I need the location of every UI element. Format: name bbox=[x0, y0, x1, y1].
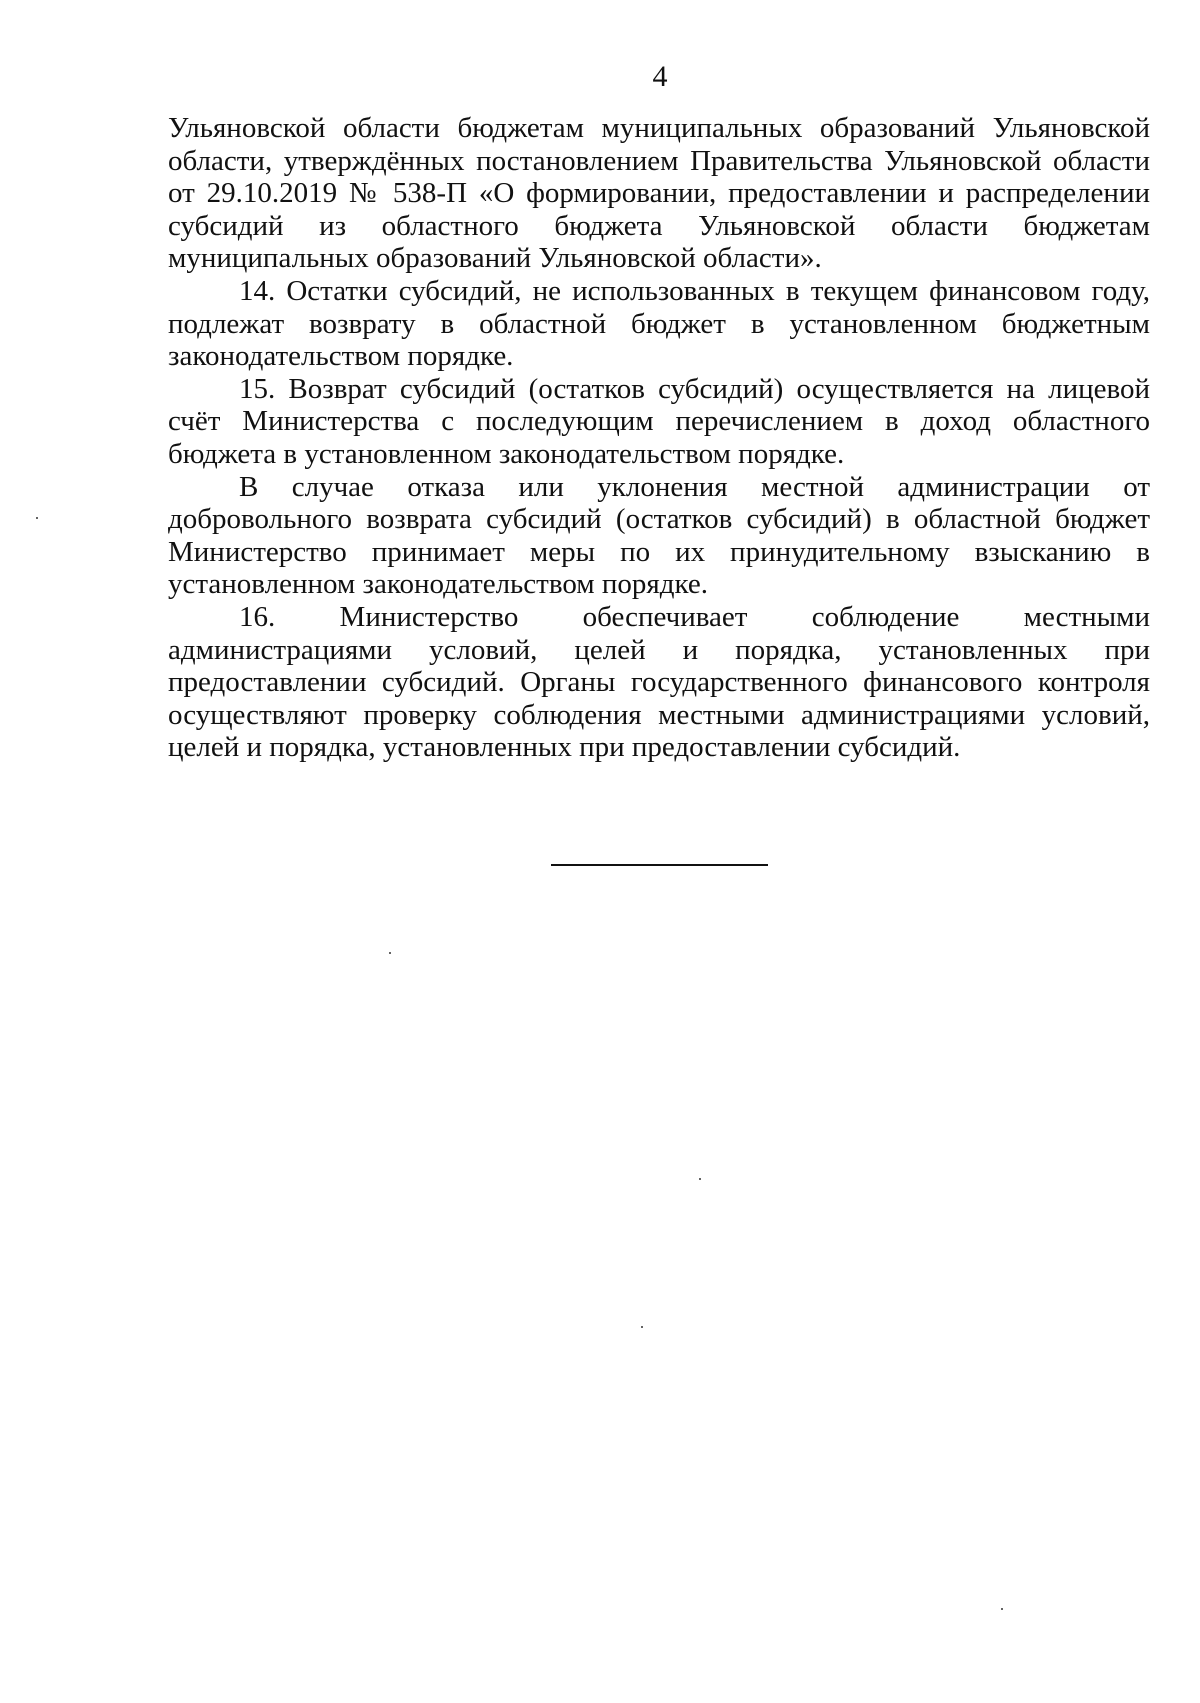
scan-speck bbox=[1001, 1608, 1003, 1610]
paragraph-item-16: 16. Министерство обеспечивает соблюдение местными администрациями условий, целей и порядка, установленных при предоставлении субсидий. Органы государственного финансового контроля осуществляют проверку соблюдения местными администрациями условий, целей и порядка, установленных при предоставлении субсидий. bbox=[168, 600, 1150, 764]
scan-speck bbox=[389, 952, 391, 954]
document-body bbox=[168, 112, 1150, 764]
paragraph-refusal-case: В случае отказа или уклонения местной администрации от добровольного возврата субсидий (остатков субсидий) в областной бюджет Министерство принимает меры по их принудительному взысканию в установленном законодательством порядке. bbox=[168, 470, 1150, 601]
end-of-document-rule bbox=[551, 864, 768, 866]
paragraph-item-14: 14. Остатки субсидий, не использованных в текущем финансовом году, подлежат возврату в областной бюджет в установленном бюджетным законодательством порядке. bbox=[168, 274, 1150, 373]
paragraph-continuation: Ульяновской области бюджетам муниципальных образований Ульяновской области, утверждённых постановлением Правительства Ульяновской области от 29.10.2019 № 538-П «О формировании, предоставлении и распределении субсидий из областного бюджета Ульяновской области бюджетам муниципальных образований Ульяновской области». bbox=[168, 112, 1150, 275]
scan-speck bbox=[641, 1326, 643, 1328]
scan-speck bbox=[36, 517, 38, 519]
paragraph-item-15: 15. Возврат субсидий (остатков субсидий) осуществляется на лицевой счёт Министерства с последующим перечислением в доход областного бюджета в установленном законодательством порядке. bbox=[168, 372, 1150, 470]
page-number: 4 bbox=[652, 60, 668, 93]
scan-speck bbox=[699, 1178, 701, 1180]
